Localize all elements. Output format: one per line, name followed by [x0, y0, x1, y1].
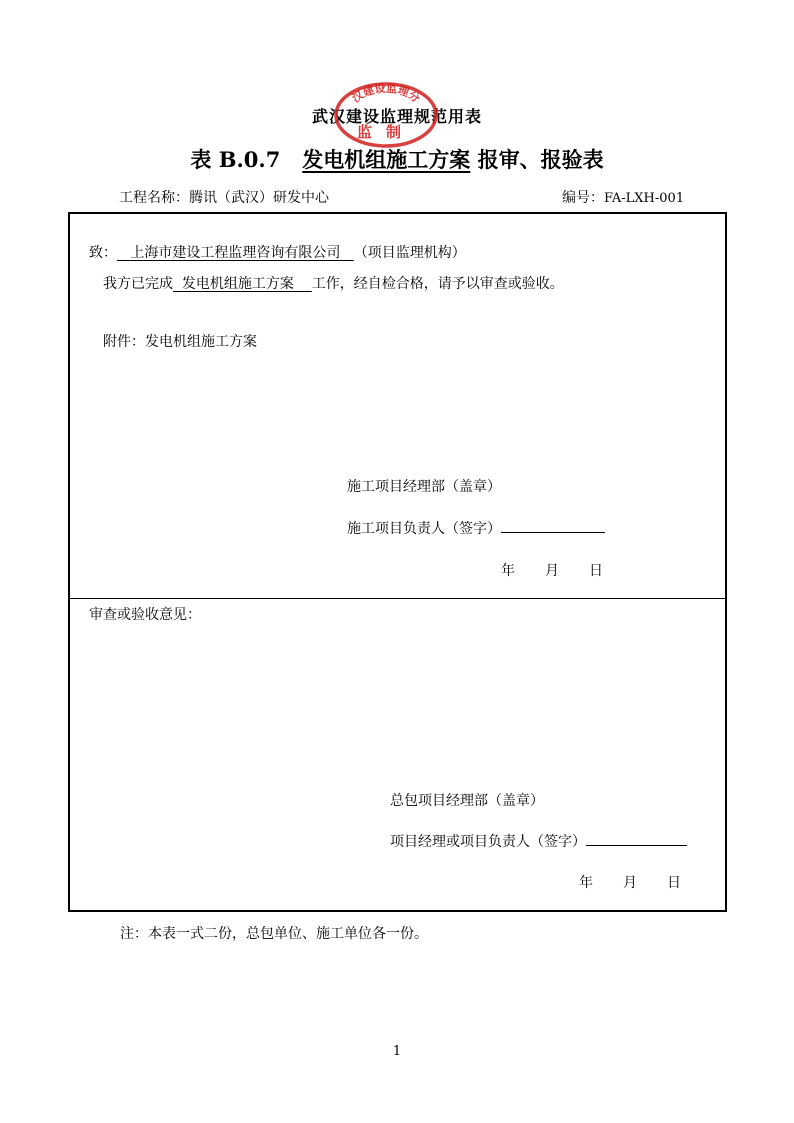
- project-name-label: 工程名称：: [119, 190, 189, 206]
- submission-date-month: 月: [545, 563, 559, 579]
- form-number: 表 B.0.7: [190, 147, 281, 172]
- submission-date-year: 年: [501, 563, 515, 579]
- page-number: 1: [392, 1044, 402, 1059]
- contractor-signature-field[interactable]: [501, 532, 605, 533]
- form-code-value: FA-LXH-001: [604, 191, 685, 206]
- attachment-line: [103, 331, 257, 351]
- seal-stamp: [334, 82, 438, 148]
- to-label: 致：: [89, 245, 117, 261]
- reviewer-signer-label: 项目经理或项目负责人（签字）: [390, 834, 586, 850]
- review-date: [579, 872, 681, 892]
- statement-line: [103, 273, 564, 293]
- svg-text:汉建设监理分: 汉建设监理分: [349, 82, 423, 106]
- standard-form-header: 武汉建设监理规范用表: [311, 107, 482, 126]
- review-date-day: 日: [667, 875, 681, 891]
- reviewer-signer-line: [390, 831, 687, 851]
- review-date-month: 月: [623, 875, 637, 891]
- recipient-line: [89, 242, 466, 262]
- form-code: [562, 187, 684, 207]
- contractor-dept-label: 施工项目经理部（盖章）: [347, 479, 501, 495]
- project-name-value: 腾讯（武汉）研发中心: [189, 190, 329, 206]
- statement-prefix: 我方已完成: [103, 276, 173, 292]
- form-type: 报审、报验表: [477, 147, 604, 172]
- form-code-label: 编号：: [562, 190, 604, 206]
- review-date-year: 年: [579, 875, 593, 891]
- reviewer-signature-field[interactable]: [586, 845, 687, 846]
- form-subject: 发电机组施工方案: [302, 147, 471, 172]
- submission-date-day: 日: [589, 563, 603, 579]
- recipient-field[interactable]: 上海市建设工程监理咨询有限公司: [130, 245, 341, 261]
- statement-suffix: 工作，经自检合格，请予以审查或验收。: [311, 276, 564, 292]
- section-divider: [70, 598, 725, 599]
- svg-text:监制: 监制: [356, 123, 416, 141]
- recipient-suffix: （项目监理机构）: [353, 245, 466, 261]
- submission-date: [501, 560, 603, 580]
- contractor-signer-label: 施工项目负责人（签字）: [347, 521, 501, 537]
- attachment-label: 附件：: [103, 334, 145, 350]
- footnote: 注：本表一式二份，总包单位、施工单位各一份。: [120, 926, 428, 942]
- contractor-signer-line: [347, 518, 605, 538]
- work-item-field[interactable]: 发电机组施工方案: [181, 276, 294, 292]
- attachment-value: 发电机组施工方案: [145, 334, 257, 350]
- general-contractor-dept-label: 总包项目经理部（盖章）: [390, 793, 544, 809]
- form-title: [0, 144, 794, 174]
- project-name: [119, 187, 329, 207]
- review-opinion-label: 审查或验收意见：: [89, 607, 201, 623]
